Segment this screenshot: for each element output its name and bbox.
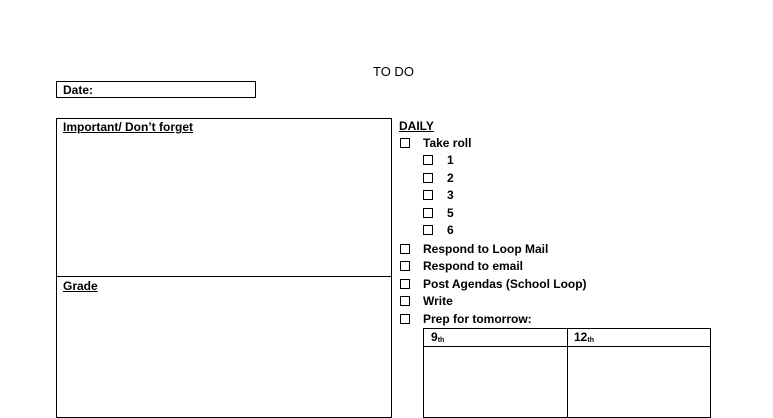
grade-label: Grade (63, 279, 98, 293)
date-field[interactable] (56, 81, 256, 98)
checklist-label: Write (423, 294, 453, 308)
checkbox[interactable] (400, 138, 410, 148)
checklist-label: Take roll (423, 136, 472, 150)
checklist-label: 5 (447, 206, 454, 220)
checkbox[interactable] (423, 208, 433, 218)
column-header-12th: $12_{th}$ (574, 330, 594, 344)
checklist-label: Respond to email (423, 259, 524, 273)
checklist-item-take-roll[interactable] (400, 135, 471, 151)
checklist-item-agendas[interactable] (400, 276, 587, 292)
checkbox[interactable] (400, 314, 410, 324)
checkbox[interactable] (423, 225, 433, 235)
checklist-subitem-5[interactable] (423, 205, 454, 221)
checklist-label: Respond to Loop Mail (423, 242, 549, 256)
checklist-subitem-3[interactable] (423, 187, 454, 203)
checkbox[interactable] (423, 155, 433, 165)
checklist-label: Prep for tomorrow: (423, 312, 532, 326)
daily-heading: DAILY (399, 119, 434, 133)
checklist-label: Post Agendas (School Loop) (423, 277, 587, 291)
prep-table (423, 328, 711, 418)
page-title: TO DO (373, 64, 414, 79)
important-label: Important/ Don’t forget (63, 120, 193, 134)
notes-box (56, 118, 392, 418)
checklist-item-email[interactable] (400, 258, 523, 274)
table-column-divider (567, 329, 568, 417)
checklist-item-loop-mail[interactable] (400, 241, 548, 257)
checklist-label: 2 (447, 171, 454, 185)
checklist-subitem-1[interactable] (423, 152, 454, 168)
checklist-subitem-2[interactable] (423, 170, 454, 186)
date-label: Date: (63, 83, 94, 97)
section-divider (57, 276, 391, 277)
checkbox[interactable] (400, 296, 410, 306)
checkbox[interactable] (400, 244, 410, 254)
checkbox[interactable] (400, 261, 410, 271)
checklist-item-prep[interactable] (400, 311, 532, 327)
checklist-item-write[interactable] (400, 293, 453, 309)
checkbox[interactable] (423, 190, 433, 200)
checklist-label: 1 (447, 153, 454, 167)
checkbox[interactable] (400, 279, 410, 289)
checkbox[interactable] (423, 173, 433, 183)
checklist-label: 3 (447, 188, 454, 202)
column-header-9th: $9_{th}$ (431, 330, 445, 344)
checklist-label: 6 (447, 223, 454, 237)
checklist-subitem-6[interactable] (423, 222, 454, 238)
